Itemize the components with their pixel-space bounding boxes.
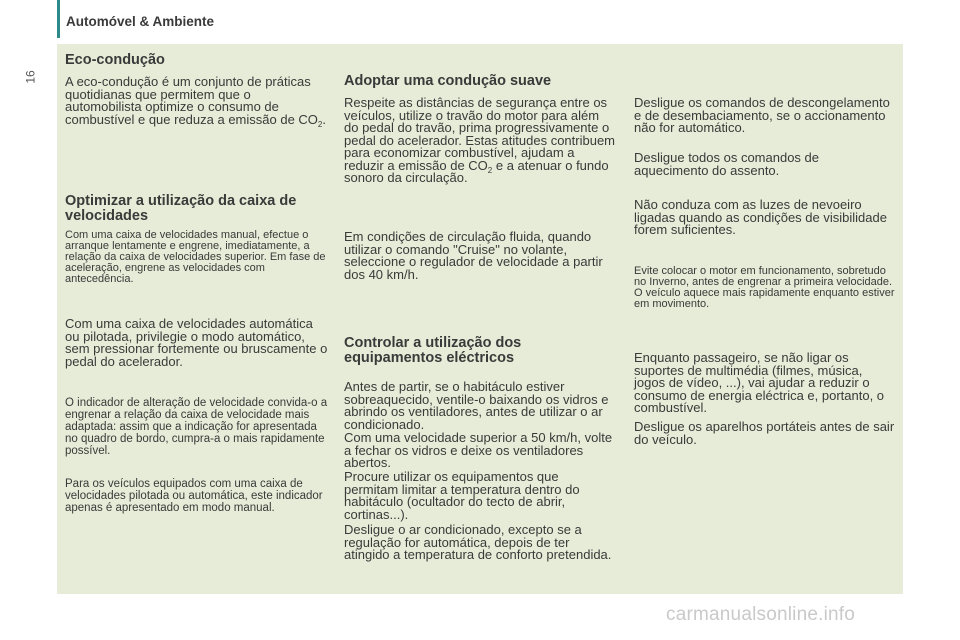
engine-start-text: Evite colocar o motor em funcionamento, sobretudo no Inverno, antes de engrenar a primeira velocidade. O veículo aquece mais rapidamente enquanto estiver em movimento. — [634, 265, 895, 310]
electrical-title: Controlar a utilização dos equipamentos eléctricos — [344, 335, 522, 366]
smooth-driving-title: Adoptar uma condução suave — [344, 73, 552, 89]
eco-title: Eco-condução — [65, 52, 165, 68]
header-accent-bar — [57, 0, 60, 38]
gearbox-title: Optimizar a utilização da caixa de velocidades — [65, 193, 297, 224]
fog-lights-text: Não conduza com as luzes de nevoeiro ligadas quando as condições de visibilidade forem suficientes. — [634, 197, 887, 237]
portable-devices-text: Desligue os aparelhos portáteis antes de sair do veículo. — [634, 419, 895, 447]
defrost-text: Desligue os comandos de descongelamento e de desembaciamento, se o accionamento não for automático. — [634, 95, 890, 135]
electrical-text-1: Antes de partir, se o habitáculo estiver sobreaquecido, ventile-o baixando os vidros e abrindo os ventiladores, antes de utilizar o ar condicionado. — [344, 379, 609, 432]
page-number: 16 — [23, 70, 38, 84]
cruise-text: Em condições de circulação fluida, quando utilizar o comando "Cruise" no volante, seleccione o regulador de velocidade a partir dos 40 km/h. — [344, 229, 603, 282]
watermark: carmanualsonline.info — [666, 604, 856, 625]
seat-heating-text: Desligue todos os comandos de aquecimento do assento. — [634, 150, 820, 178]
smooth-driving-text: Respeite as distâncias de segurança entre os veículos, utilize o travão do motor para além do pedal do travão, prima progressivamente o pedal do acelerador. Estas atitudes contribuem para economizar combustível, ajudam a reduzir a emissão de $CO_2$ e a atenuar o fundo sonoro da circulação. — [344, 95, 616, 185]
passenger-multimedia-text: Enquanto passageiro, se não ligar os suportes de multimédia (filmes, música, jogos de vídeo, ...), vai ajudar a reduzir o consumo de energia eléctrica e, portanto, o combustível. — [634, 350, 885, 415]
eco-text: A eco-condução é um conjunto de práticas quotidianas que permitem que o automobilista optimize o consumo de combustível e que reduza a emissão de $CO_2$. — [65, 74, 326, 129]
gearbox-auto-text: Com uma caixa de velocidades automática ou pilotada, privilegie o modo automático, sem pressionar fortemente ou bruscamente o pedal do acelerador. — [65, 316, 328, 369]
gear-indicator-text: O indicador de alteração de velocidade convida-o a engrenar a relação da caixa de velocidade mais adaptada: assim que a indicação for apresentada no quadro de bordo, cumpra-a o mais rapidamente possível. — [65, 397, 328, 457]
gear-indicator-note: Para os veículos equipados com uma caixa de velocidades pilotada ou automática, este indicador apenas é apresentado em modo manual. — [65, 478, 323, 514]
electrical-text-3: Procure utilizar os equipamentos que permitam limitar a temperatura dentro do habitáculo (ocultador do tecto de abrir, cortinas...). — [344, 469, 580, 522]
section-header-title: Automóvel & Ambiente — [66, 14, 215, 29]
gearbox-manual-text: Com uma caixa de velocidades manual, efectue o arranque lentamente e engrene, imediatamente, a relação da caixa de velocidades superior. Em fase de aceleração, engrene as velocidades com antecedência. — [65, 229, 326, 285]
electrical-text-2: Com uma velocidade superior a 50 km/h, volte a fechar os vidros e deixe os ventiladores abertos. — [344, 430, 613, 470]
electrical-text-4: Desligue o ar condicionado, excepto se a regulação for automática, depois de ter atingido a temperatura de conforto pretendida. — [344, 522, 612, 562]
